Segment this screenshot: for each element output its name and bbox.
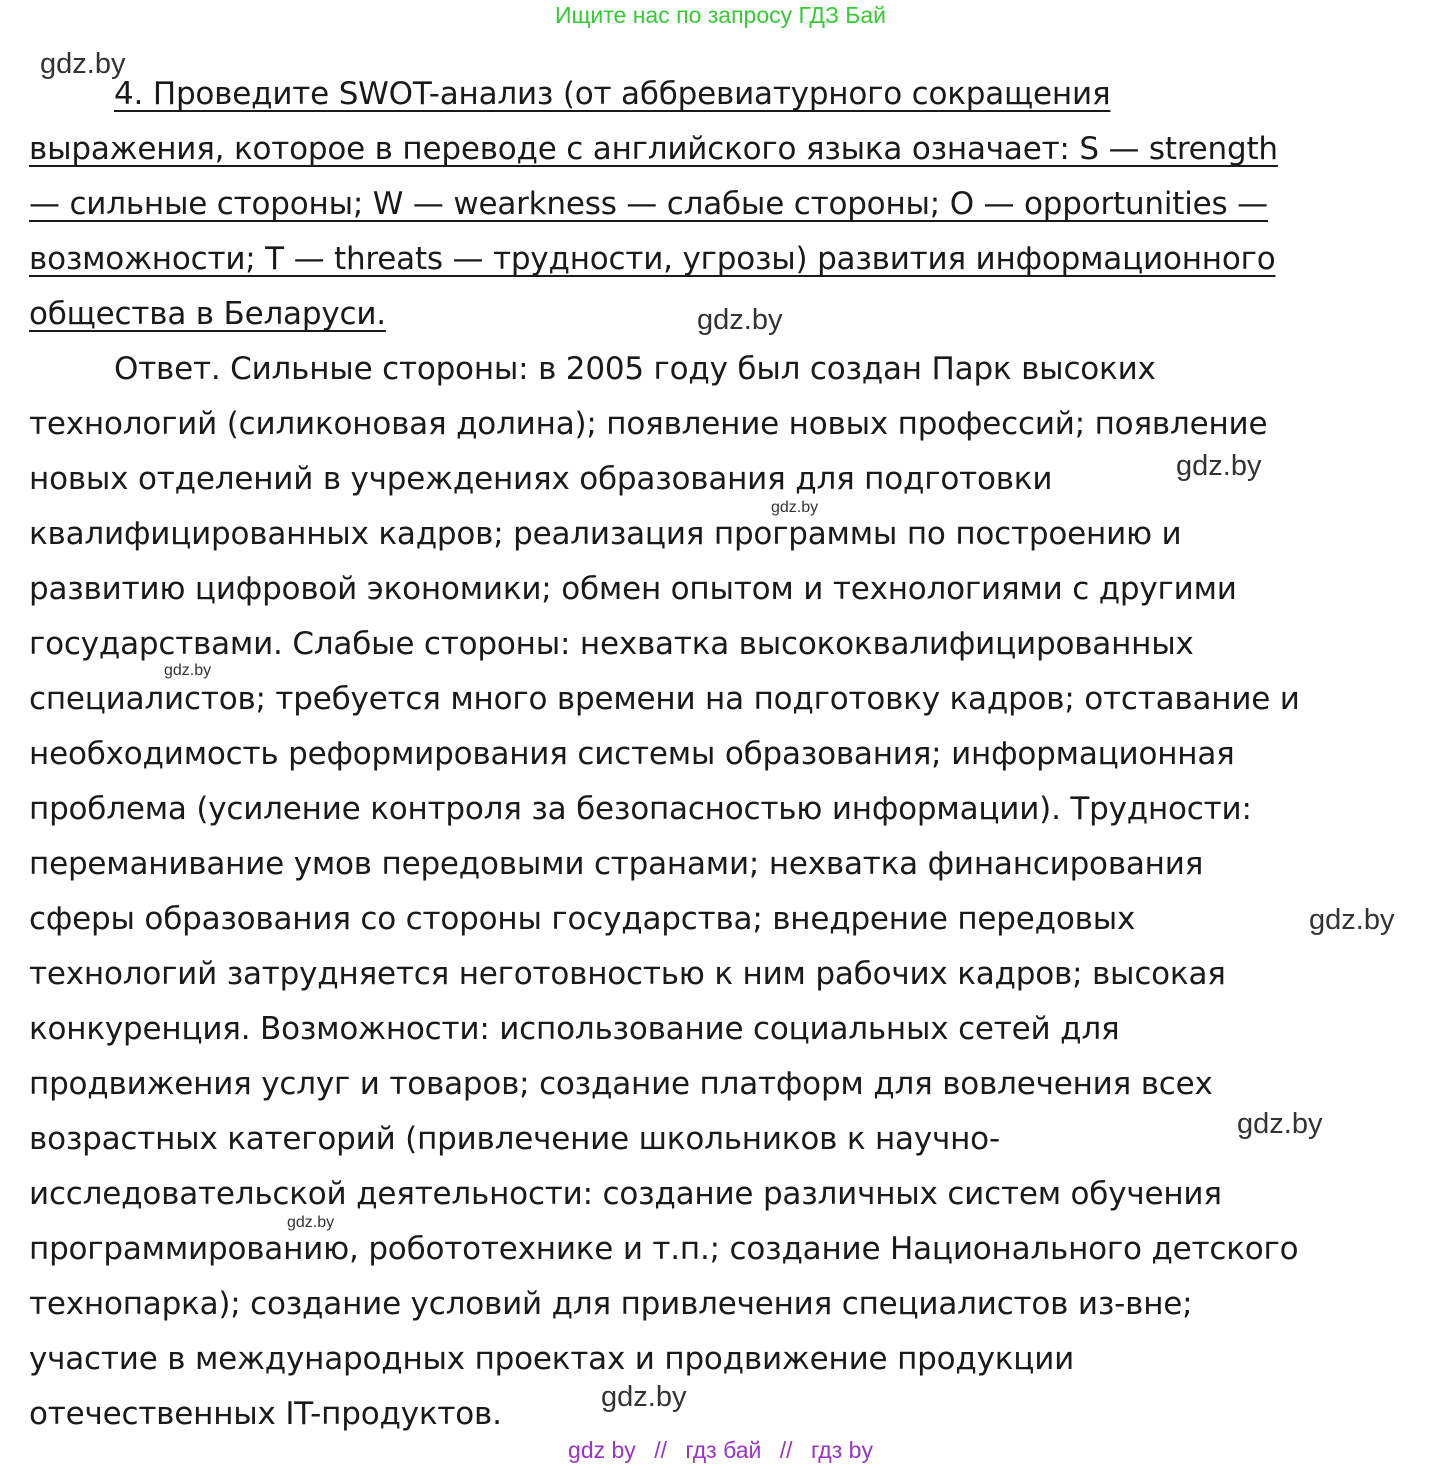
answer-line: проблема (усиление контроля за безопасностью информации). Трудности: <box>29 791 1252 827</box>
answer-line: продвижения услуг и товаров; создание платформ для вовлечения всех <box>29 1066 1213 1102</box>
answer-line: необходимость реформирования системы образования; информационная <box>29 736 1235 772</box>
answer-line: возрастных категорий (привлечение школьников к научно- <box>29 1121 1000 1157</box>
watermark: gdz.by <box>287 1214 335 1231</box>
task-line: — сильные стороны; W — wearkness — слабые стороны; O — opportunities — <box>29 186 1268 222</box>
answer-line: квалифицированных кадров; реализация программы по построению и <box>29 516 1182 552</box>
watermark: gdz.by <box>1237 1108 1323 1140</box>
answer-line: технопарка); создание условий для привлечения специалистов из-вне; <box>29 1286 1193 1322</box>
footer-links <box>0 1437 1441 1464</box>
answer-line: государствами. Слабые стороны: нехватка высококвалифицированных <box>29 626 1194 662</box>
watermark: gdz.by <box>601 1381 687 1413</box>
answer-line: новых отделений в учреждениях образования для подготовки <box>29 461 1053 497</box>
watermark: gdz.by <box>1176 450 1262 482</box>
footer-link-gdz-by-ru[interactable]: гдз by <box>810 1437 873 1463</box>
answer-line: программированию, робототехнике и т.п.; создание Национального детского <box>29 1231 1299 1267</box>
answer-line: развитию цифровой экономики; обмен опытом и технологиями с другими <box>29 571 1237 607</box>
task-line: выражения, которое в переводе с английского языка означает: S — strength <box>29 131 1278 167</box>
answer-line: технологий (силиконовая долина); появление новых профессий; появление <box>29 406 1268 442</box>
watermark: gdz.by <box>164 662 212 679</box>
watermark: gdz.by <box>697 304 783 336</box>
footer-separator: // <box>654 1437 667 1463</box>
search-banner: Ищите нас по запросу ГДЗ Бай <box>554 2 887 28</box>
task-line: 4. Проведите SWOT-анализ (от аббревиатурного сокращения <box>114 76 1111 112</box>
answer-line: технологий затрудняется неготовностью к ним рабочих кадров; высокая <box>29 956 1226 992</box>
footer-separator: // <box>779 1437 793 1463</box>
watermark: gdz.by <box>771 499 819 516</box>
answer-line: Ответ. Сильные стороны: в 2005 году был создан Парк высоких <box>114 351 1156 387</box>
task-line: возможности; T — threats — трудности, угрозы) развития информационного <box>29 241 1276 277</box>
task-line: общества в Беларуси. <box>29 296 386 332</box>
footer-link-gdz-by[interactable]: gdz by <box>568 1437 636 1463</box>
answer-line: переманивание умов передовыми странами; нехватка финансирования <box>29 846 1204 882</box>
answer-line: специалистов; требуется много времени на подготовку кадров; отставание и <box>29 681 1300 717</box>
footer-link-gdz-bai[interactable]: гдз бай <box>685 1437 762 1463</box>
answer-line: сферы образования со стороны государства; внедрение передовых <box>29 901 1136 937</box>
answer-line: участие в международных проектах и продвижение продукции <box>29 1341 1075 1377</box>
watermark: gdz.by <box>40 48 126 80</box>
answer-line: исследовательской деятельности: создание различных систем обучения <box>29 1176 1222 1212</box>
answer-line: конкуренция. Возможности: использование социальных сетей для <box>29 1011 1120 1047</box>
answer-line: отечественных IT-продуктов. <box>29 1396 502 1432</box>
watermark: gdz.by <box>1309 904 1395 936</box>
